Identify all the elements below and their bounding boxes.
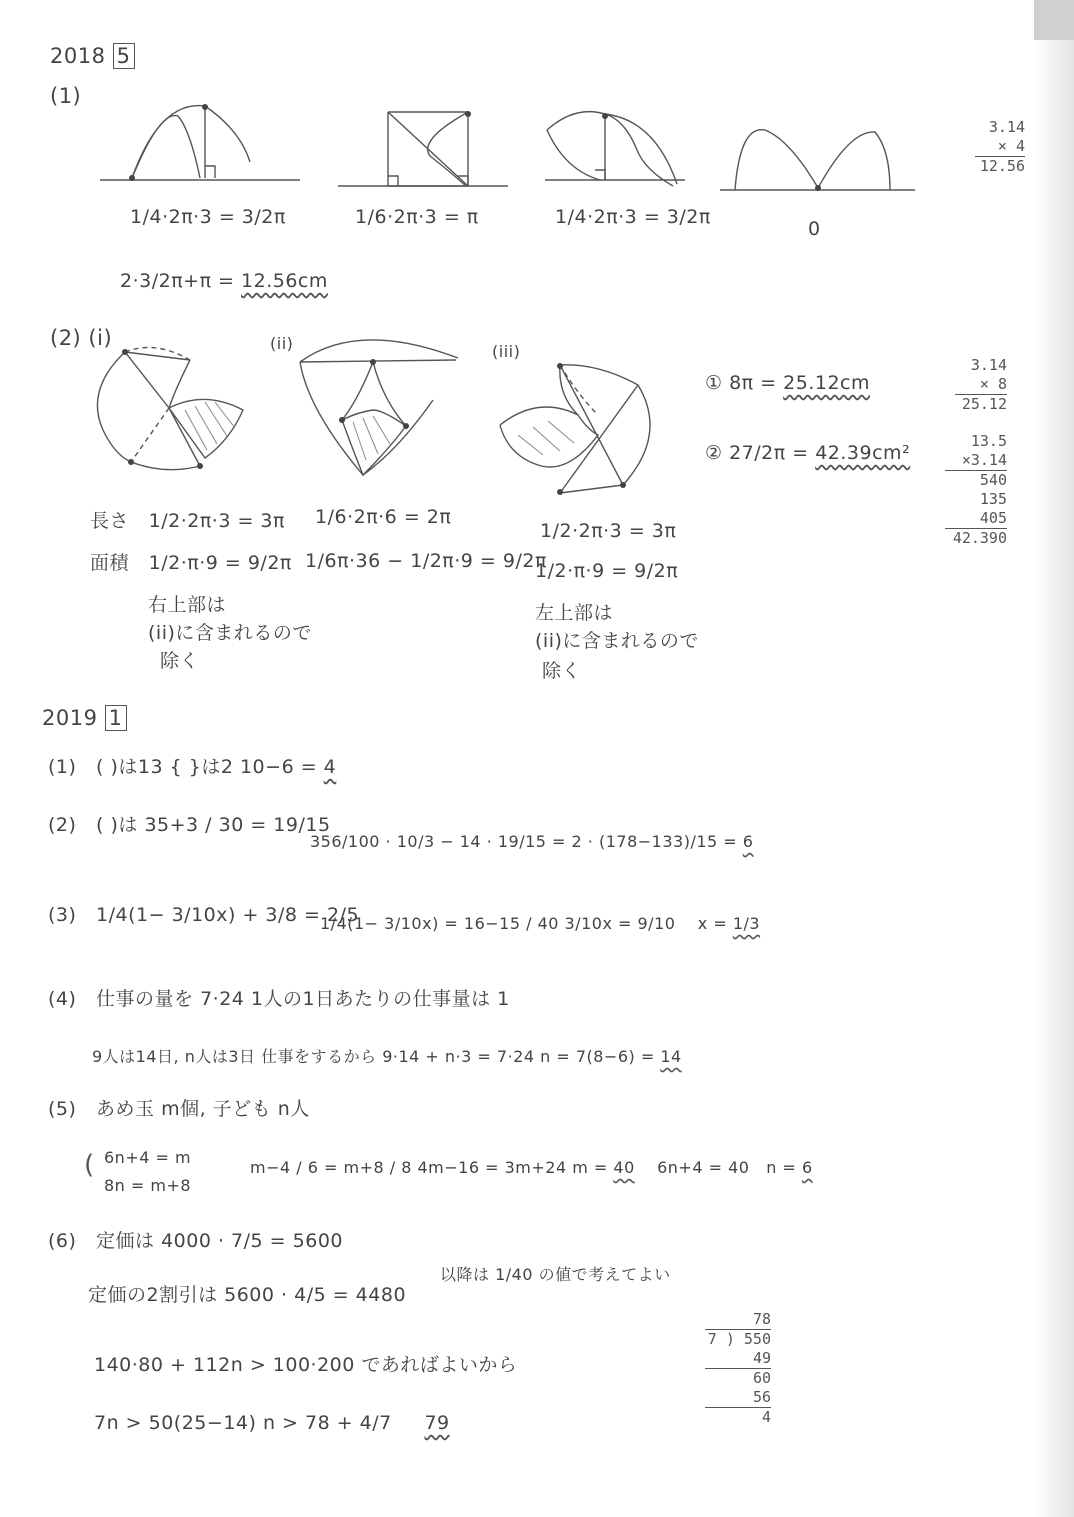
- eq-1b: 1/6·2π·3 = π: [355, 206, 479, 228]
- q5-system-2: 8n = m+8: [104, 1176, 192, 1195]
- part-2-label: (2) (i): [50, 326, 113, 350]
- q5-system-1: 6n+4 = m: [104, 1148, 192, 1167]
- system-brace: (: [84, 1150, 95, 1180]
- q1-answer: 4: [323, 756, 337, 778]
- part-2-iii-label: (iii): [492, 342, 521, 361]
- ii-eq-1: 1/6·2π·6 = 2π: [315, 506, 452, 528]
- q5-m-answer: 40: [613, 1158, 635, 1177]
- problem-number-box-2019: 1: [105, 705, 127, 731]
- part-1-label: (1): [50, 84, 82, 108]
- answer-2-1: ① 8π = 25.12cm: [705, 372, 870, 394]
- calc-2-1: 3.14 × 8 25.12: [955, 356, 1007, 414]
- calc-6: 78 7 ) 550 49 60 56 4: [705, 1310, 771, 1427]
- i-note-3: 除く: [160, 650, 200, 672]
- q2-row: (2) ( )は 35+3 / 30 = 19/15: [48, 814, 331, 836]
- eq-1a: 1/4·2π·3 = 3/2π: [130, 206, 286, 228]
- answer-1: 12.56cm: [241, 270, 328, 292]
- i-area: 面積 1/2·π·9 = 9/2π: [90, 552, 292, 574]
- problem-number-box: 5: [113, 43, 135, 69]
- q3-answer: 1/3: [732, 914, 761, 933]
- eq-1d: 0: [808, 218, 821, 240]
- q4-line-2: 9人は14日, n人は3日 仕事をするから 9·14 + n·3 = 7·24 n = 7(8−6) = 14: [92, 1047, 682, 1066]
- part-2-ii-label: (ii): [270, 334, 294, 353]
- i-length: 長さ 1/2·2π·3 = 3π: [90, 510, 285, 532]
- iii-note-2: (ii)に含まれるので: [535, 630, 699, 652]
- q4-line-1: (4) 仕事の量を 7·24 1人の1日あたりの仕事量は 1: [48, 988, 510, 1010]
- q2-work: 356/100 · 10/3 − 14 · 19/15 = 2 · (178−133)/15 = 6: [310, 832, 754, 851]
- q5-n-answer: 6: [801, 1158, 813, 1177]
- q6-answer: 79: [424, 1412, 450, 1434]
- figure-1b: [338, 100, 518, 190]
- figure-2i: [95, 340, 255, 480]
- q4-answer: 14: [660, 1047, 682, 1066]
- calc-1: 3.14 × 4 12.56: [975, 118, 1025, 176]
- i-note-2: (ii)に含まれるので: [148, 622, 312, 644]
- q5-work: m−4 / 6 = m+8 / 8 4m−16 = 3m+24 m = 40 6n+4 = 40 n = 6: [250, 1158, 813, 1177]
- year-2019-heading: 2019 1: [42, 706, 127, 730]
- q6-note: 以降は 1/40 の値で考えてよい: [440, 1265, 671, 1284]
- answer-2-2: ② 27/2π = 42.39cm²: [705, 442, 911, 464]
- calc-2-2: 13.5 ×3.14 540 135 405 42.390: [945, 432, 1007, 548]
- iii-note-3: 除く: [542, 660, 582, 682]
- figure-1c: [545, 100, 695, 190]
- q1-row: (1) ( )は13 { }は2 10−6 = 4: [48, 756, 337, 778]
- q6-line-4: 7n > 50(25−14) n > 78 + 4/7 79: [94, 1412, 450, 1434]
- figure-2iii: [498, 355, 678, 505]
- year-2018-heading: 2018 5: [50, 44, 135, 68]
- figure-1d: [720, 120, 920, 200]
- q6-line-1: (6) 定価は 4000 · 7/5 = 5600: [48, 1230, 343, 1252]
- q5-line-1: (5) あめ玉 m個, 子ども n人: [48, 1098, 310, 1120]
- q3-work: 1/4(1− 3/10x) = 16−15 / 40 3/10x = 9/10 x = 1/3: [320, 914, 761, 933]
- iii-note-1: 左上部は: [535, 602, 614, 624]
- iii-eq-1: 1/2·2π·3 = 3π: [540, 520, 677, 542]
- total-1: 2·3/2π+π = 12.56cm: [120, 270, 328, 292]
- q6-line-2: 定価の2割引は 5600 · 4/5 = 4480: [88, 1284, 407, 1306]
- eq-1c: 1/4·2π·3 = 3/2π: [555, 206, 711, 228]
- iii-eq-2: 1/2·π·9 = 9/2π: [535, 560, 679, 582]
- i-note-1: 右上部は: [148, 594, 227, 616]
- figure-2ii: [298, 330, 468, 480]
- q2-answer: 6: [742, 832, 754, 851]
- ii-eq-2: 1/6π·36 − 1/2π·9 = 9/2π: [305, 550, 547, 572]
- figure-1a: [100, 100, 310, 190]
- q6-line-3: 140·80 + 112n > 100·200 であればよいから: [94, 1354, 518, 1376]
- scan-edge-shadow: [1034, 0, 1074, 1517]
- q3-row: (3) 1/4(1− 3/10x) + 3/8 = 2/5: [48, 904, 360, 926]
